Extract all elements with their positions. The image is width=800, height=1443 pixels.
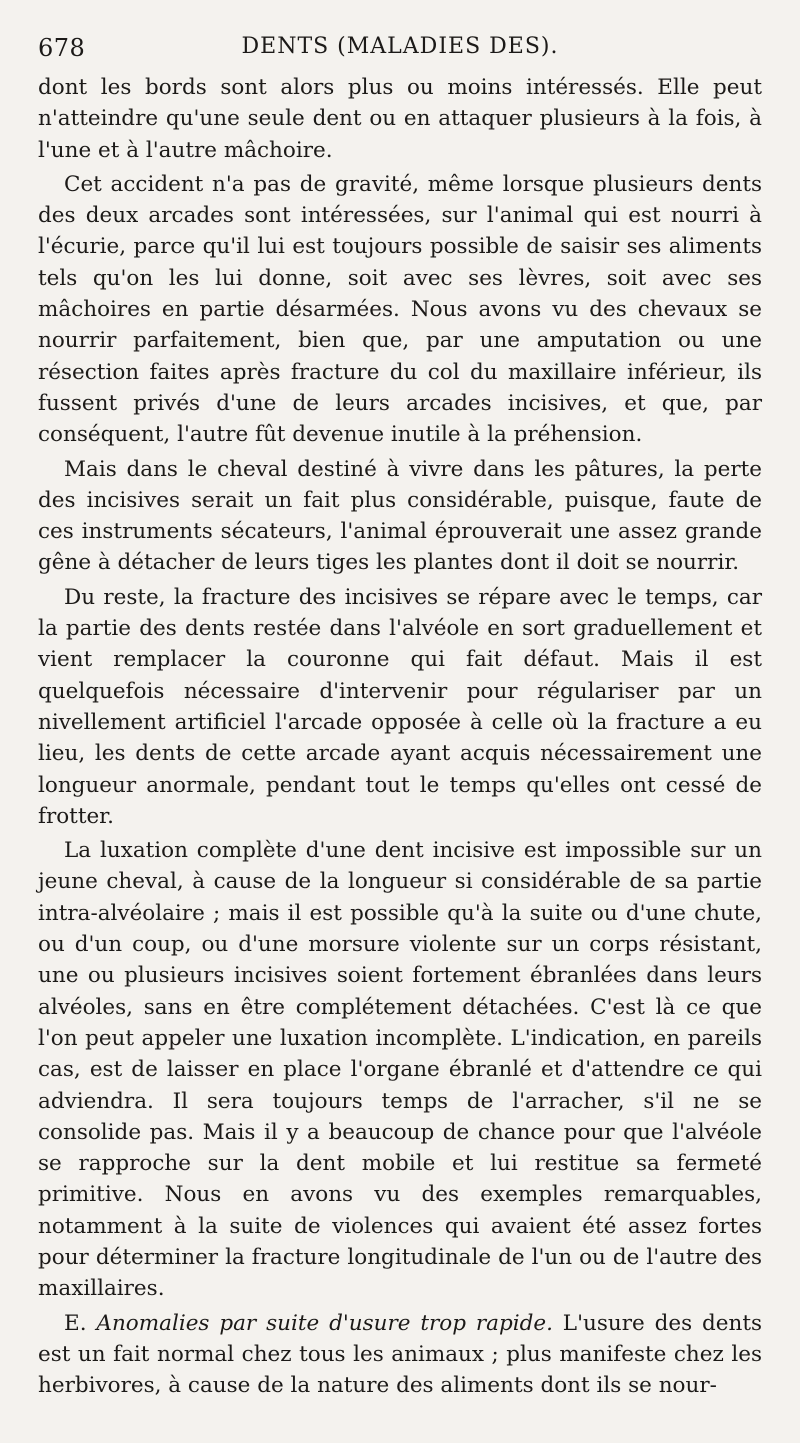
page-number: 678 (38, 34, 86, 62)
paragraph: Mais dans le cheval destiné à vivre dans les pâtures, la perte des incisives serait un fait plus considérable, puisque, faute de ces instruments sécateurs, l'animal éprouverait une assez grande gêne à détacher de leurs tiges les plantes dont il doit se nourrir. (38, 456, 762, 576)
running-header (38, 32, 762, 72)
paragraph: Du reste, la fracture des incisives se répare avec le temps, car la partie des dents restée dans l'alvéole en sort graduellement et vient remplacer la couronne qui fait défaut. Mais il est quelquefois nécessaire d'intervenir pour régulariser par un nivellement artificiel l'arcade opposée à celle où la fracture a eu lieu, les dents de cette arcade ayant acquis nécessairement une longueur anormale, pendant tout le temps qu'elles ont cessé de frotter. (38, 584, 762, 829)
paragraph-continued: dont les bords sont alors plus ou moins intéressés. Elle peut n'atteindre qu'une seule dent ou en attaquer plusieurs à la fois, à l'une et à l'autre mâchoire. (38, 75, 762, 163)
section-letter: E. (64, 1310, 87, 1336)
running-title: DENTS (MALADIES DES). (241, 34, 559, 59)
paragraph: La luxation complète d'une dent incisive est impossible sur un jeune cheval, à cause de la longueur si considérable de sa partie intra-alvéolaire ; mais il est possible qu'à la suite ou d'une chute, ou d'un coup, ou d'une morsure violente sur un corps résistant, une ou plusieurs incisives soient fortement ébranlées dans leurs alvéoles, sans en être complétement détachées. C'est là ce que l'on peut appeler une luxation incomplète. L'indication, en pareils cas, est de laisser en place l'organe ébranlé et d'attendre ce qui adviendra. Il sera toujours temps de l'arracher, s'il ne se consolide pas. Mais il y a beaucoup de chance pour que l'alvéole se rapproche sur la dent mobile et lui restitue sa fermeté primitive. Nous en avons vu des exemples remarquables, notamment à la suite de violences qui avaient été assez fortes pour déterminer la fracture longitudinale de l'un ou de l'autre des maxillaires. (38, 838, 762, 1302)
body-text (38, 72, 762, 1401)
section-text: L'usure des dents est un fait normal chez tous les animaux ; plus manifeste chez les herbivores, à cause de la nature des aliments dont ils se nour- (38, 1310, 762, 1399)
section-e-paragraph (38, 1308, 762, 1402)
section-title: Anomalies par suite d'usure trop rapide. (96, 1310, 553, 1336)
book-page (38, 32, 762, 1401)
paragraph: Cet accident n'a pas de gravité, même lorsque plusieurs dents des deux arcades sont intéressées, sur l'animal qui est nourri à l'écurie, parce qu'il lui est toujours possible de saisir ses aliments tels qu'on les lui donne, soit avec ses lèvres, soit avec ses mâchoires en partie désarmées. Nous avons vu des chevaux se nourrir parfaitement, bien que, par une amputation ou une résection faites après fracture du col du maxillaire inférieur, ils fussent privés d'une de leurs arcades incisives, et que, par conséquent, l'autre fût devenue inutile à la préhension. (38, 171, 762, 448)
